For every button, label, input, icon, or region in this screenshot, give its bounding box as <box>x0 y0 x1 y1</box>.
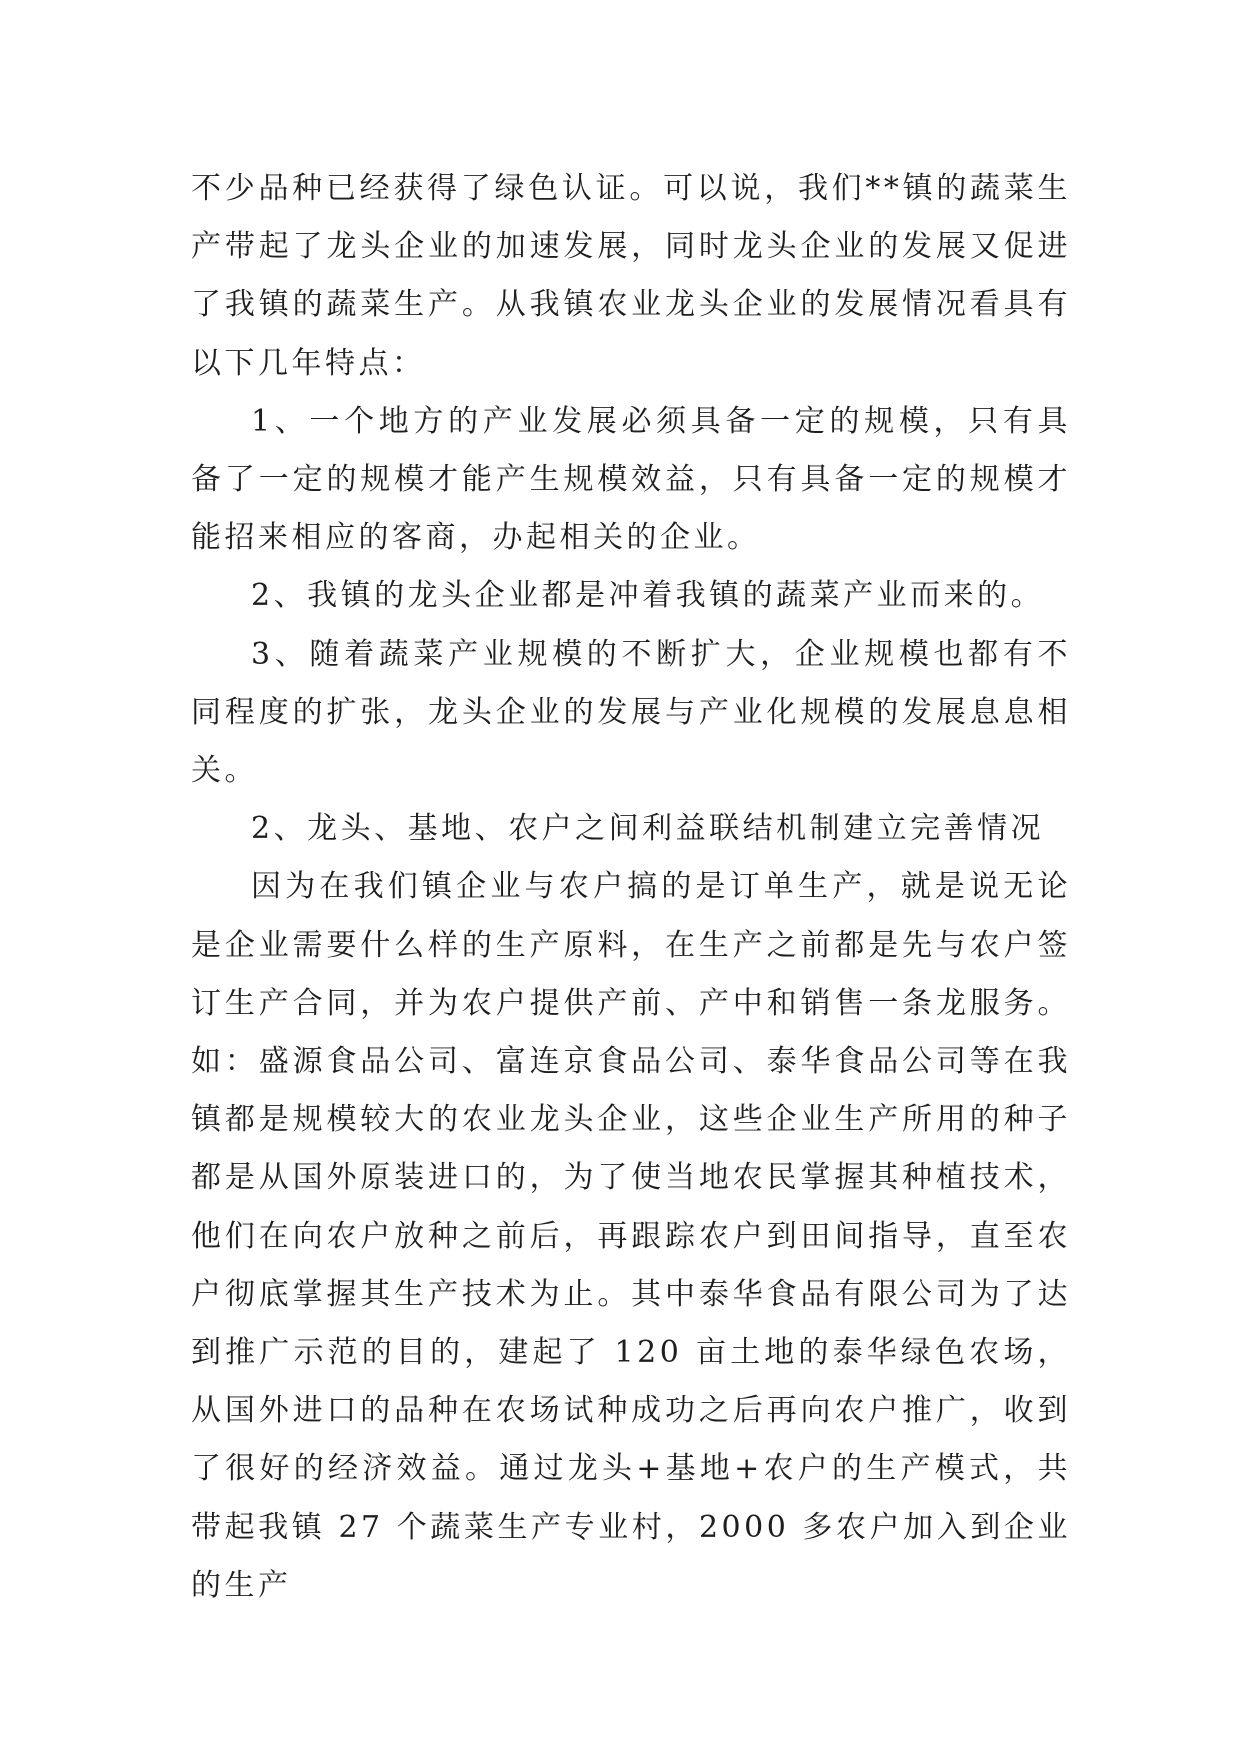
paragraph-point-1: 1、一个地方的产业发展必须具备一定的规模，只有具备了一定的规模才能产生规模效益，只有具备一定的规模才能招来相应的客商，办起相关的企业。 <box>191 403 1071 556</box>
paragraph-point-2: 2、我镇的龙头企业都是冲着我镇的蔬菜产业而来的。 <box>251 578 1045 614</box>
paragraph-point-3: 3、随着蔬菜产业规模的不断扩大，企业规模也都有不同程度的扩张，龙头企业的发展与产业化规模的发展息息相关。 <box>191 636 1071 789</box>
document-body <box>191 160 1071 1615</box>
section-heading: 2、龙头、基地、农户之间利益联结机制建立完善情况 <box>251 811 1045 847</box>
paragraph-intro: 不少品种已经获得了绿色认证。可以说，我们**镇的蔬菜生产带起了龙头企业的加速发展，同时龙头企业的发展又促进了我镇的蔬菜生产。从我镇农业龙头企业的发展情况看具有以下几年特点： <box>191 171 1071 381</box>
paragraph-order-production: 因为在我们镇企业与农户搞的是订单生产，就是说无论是企业需要什么样的生产原料，在生产之前都是先与农户签订生产合同，并为农户提供产前、产中和销售一条龙服务。如：盛源食品公司、富连京食品公司、泰华食品公司等在我镇都是规模较大的农业龙头企业，这些企业生产所用的种子都是从国外原装进口的，为了使当地农民掌握其种植技术，他们在向农户放种之前后，再跟踪农户到田间指导，直至农户彻底掌握其生产技术为止。其中泰华食品有限公司为了达到推广示范的目的，建起了 120 亩土地的泰华绿色农场，从国外进口的品种在农场试种成功之后再向农户推广，收到了很好的经济效益。通过龙头+基地+农户的生产模式，共带起我镇 27 个蔬菜生产专业村，2000 多农户加入到企业的生产 <box>191 869 1071 1603</box>
